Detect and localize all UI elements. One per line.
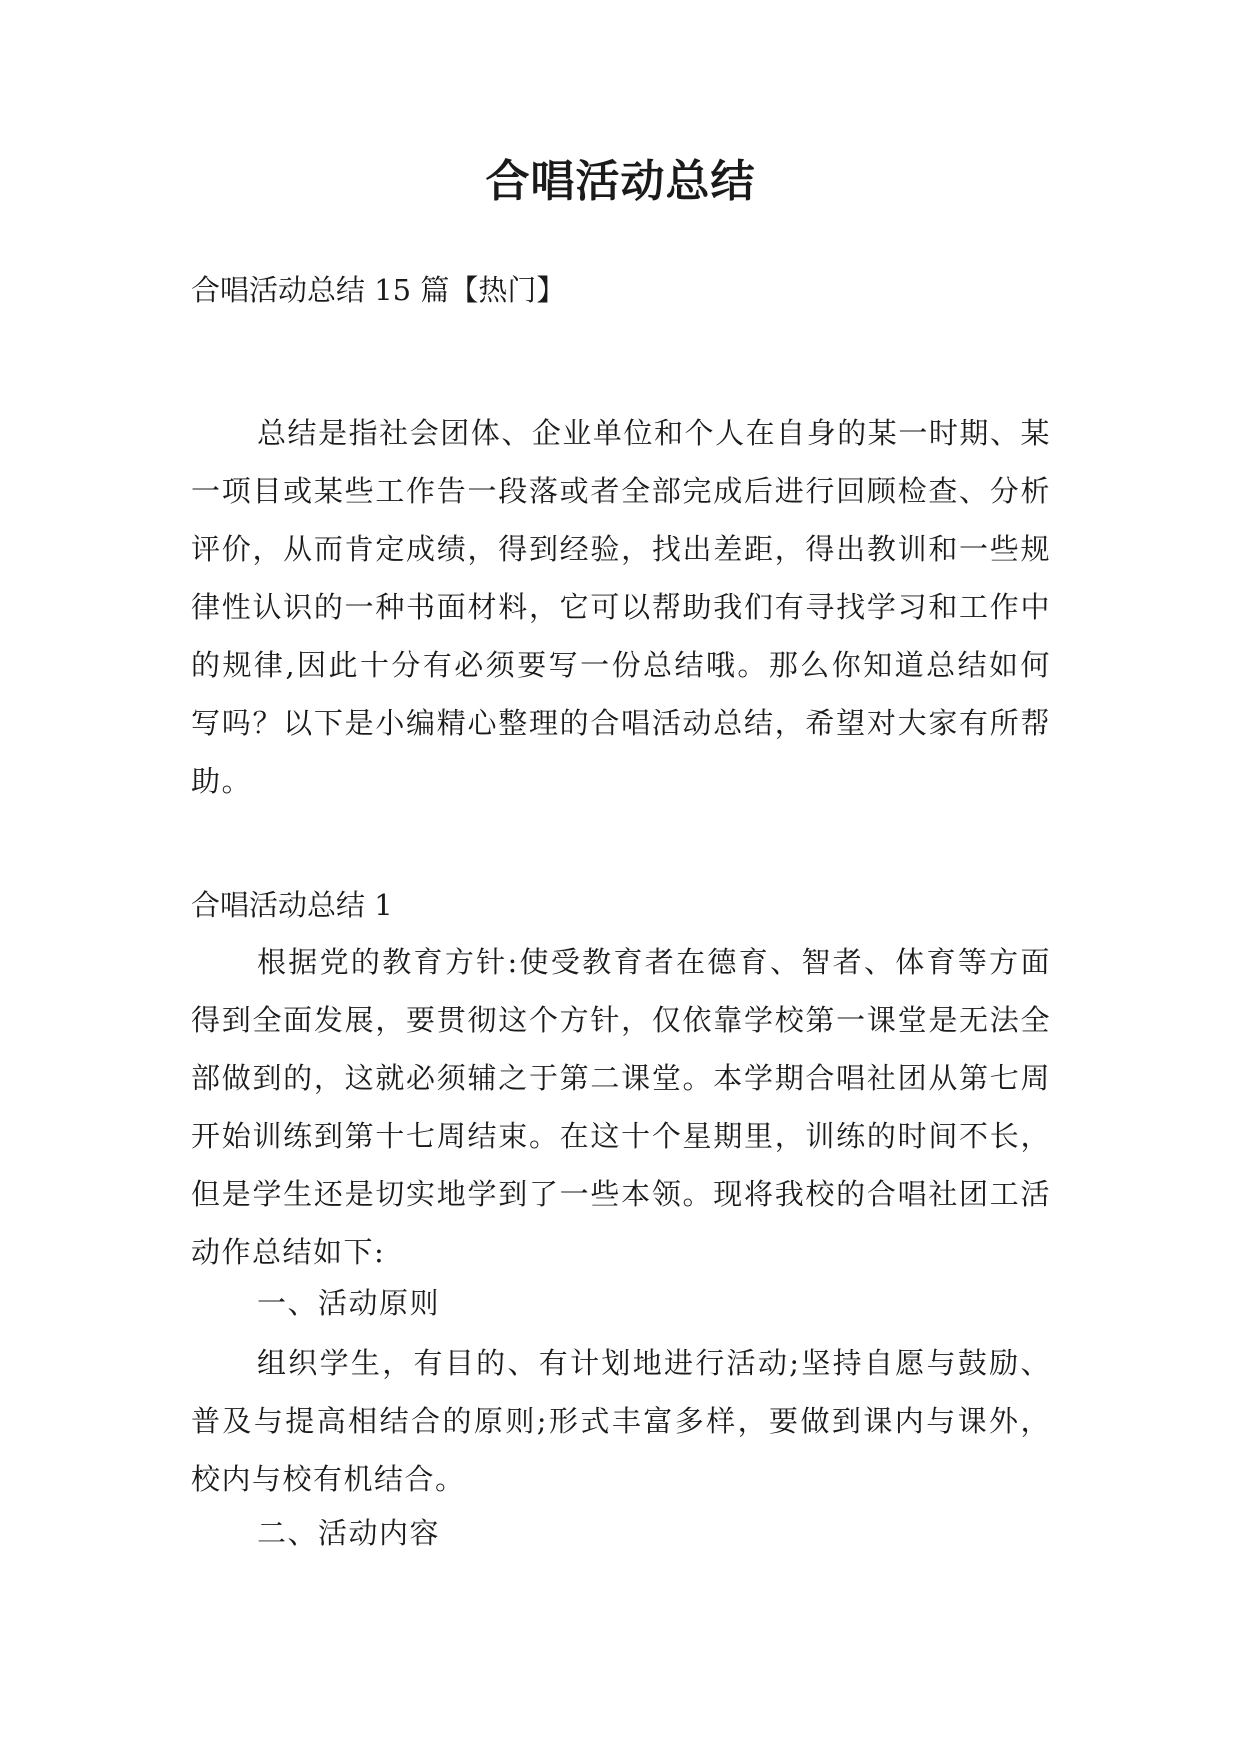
subsection-heading-principles: 一、活动原则	[257, 1286, 441, 1320]
document-subtitle: 合唱活动总结 15 篇【热门】	[191, 273, 566, 307]
section-paragraph: 根据党的教育方针:使受教育者在德育、智者、体育等方面得到全面发展，要贯彻这个方针，仅依靠学校第一课堂是无法全部做到的，这就必须辅之于第二课堂。本学期合唱社团从第七周开始训练到第十七周结束。在这十个星期里，训练的时间不长，但是学生还是切实地学到了一些本领。现将我校的合唱社团工活动作总结如下:	[191, 945, 1051, 1269]
subsection-heading-content: 二、活动内容	[257, 1516, 441, 1550]
intro-paragraph: 总结是指社会团体、企业单位和个人在自身的某一时期、某一项目或某些工作告一段落或者全部完成后进行回顾检查、分析评价，从而肯定成绩，得到经验，找出差距，得出教训和一些规律性认识的一种书面材料，它可以帮助我们有寻找学习和工作中的规律,因此十分有必须要写一份总结哦。那么你知道总结如何写吗？以下是小编精心整理的合唱活动总结，希望对大家有所帮助。	[191, 416, 1051, 798]
section-heading: 合唱活动总结 1	[191, 888, 393, 922]
subsection-paragraph-principles: 组织学生，有目的、有计划地进行活动;坚持自愿与鼓励、普及与提高相结合的原则;形式丰富多样，要做到课内与课外，校内与校有机结合。	[191, 1346, 1051, 1496]
document-title: 合唱活动总结	[485, 156, 756, 207]
